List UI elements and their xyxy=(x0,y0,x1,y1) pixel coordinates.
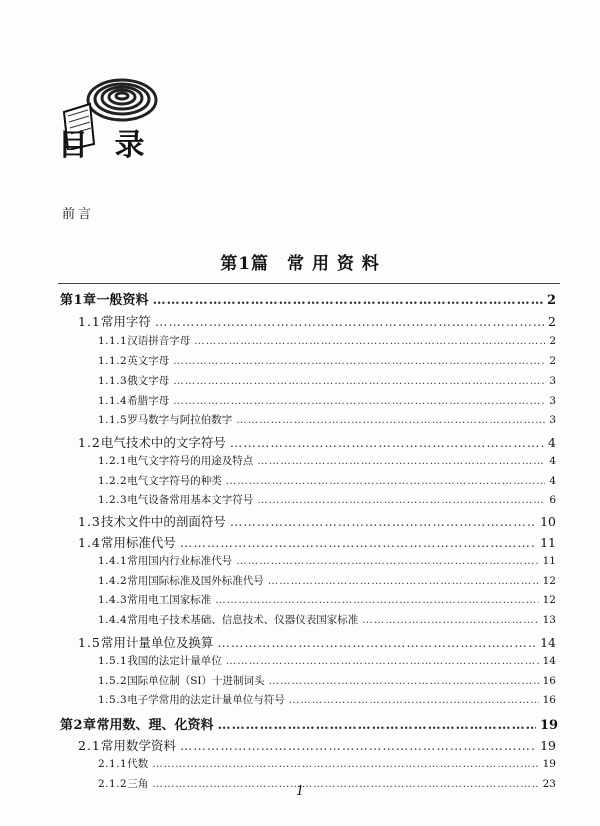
toc-entry-page: 6 xyxy=(549,494,556,506)
toc-entry-title: 常用字符 xyxy=(100,314,151,329)
toc-entry-number: 1.4.4 xyxy=(98,614,128,626)
toc-leader-dots xyxy=(230,435,544,450)
toc-entry-page: 2 xyxy=(549,355,556,367)
toc-entry-row xyxy=(98,492,556,507)
toc-entry-number: 1.4.3 xyxy=(98,594,128,606)
toc-entry-row xyxy=(78,433,556,451)
toc-entry-number: 2.1 xyxy=(78,738,101,753)
toc-entry[interactable] xyxy=(0,393,600,411)
toc-leader-dots xyxy=(289,694,539,706)
toc-entry[interactable] xyxy=(0,714,600,732)
toc-entry-page: 3 xyxy=(549,414,556,426)
toc-entry-title: 电子学常用的法定计量单位与符号 xyxy=(127,694,285,706)
toc-entry-page: 19 xyxy=(540,718,559,733)
toc-entry-title: 常用电工国家标准 xyxy=(127,594,212,606)
toc-entry[interactable] xyxy=(0,312,600,330)
toc-leader-dots xyxy=(236,555,538,567)
toc-entry-row xyxy=(98,373,556,388)
toc-entry-page: 12 xyxy=(542,575,556,587)
toc-entry-row xyxy=(98,653,556,668)
toc-entry-page: 2 xyxy=(549,335,556,347)
toc-entry-title: 常用国际标准及国外标准代号 xyxy=(127,575,264,587)
toc-entry-title: 电气设备常用基本文字符号 xyxy=(127,494,254,506)
toc-entry-title: 常用计量单位及换算 xyxy=(100,635,214,650)
page-number: 1 xyxy=(295,784,305,799)
toc-entry-row xyxy=(60,714,559,733)
toc-entry-number: 1.5.2 xyxy=(98,675,128,687)
toc-entry[interactable] xyxy=(0,756,600,774)
toc-entry-row xyxy=(98,333,556,348)
toc-entry-number: 1.5 xyxy=(78,635,101,650)
toc-entry-page: 19 xyxy=(540,738,556,753)
toc-entry-number: 2.1.2 xyxy=(98,778,128,790)
toc-entry-page: 2 xyxy=(546,293,556,308)
preface-entry[interactable]: 前言 xyxy=(62,207,95,222)
toc-leader-dots xyxy=(362,614,538,626)
toc-entry-title: 我国的法定计量单位 xyxy=(127,655,222,667)
toc-entry-page: 23 xyxy=(542,778,556,790)
toc-entry-row xyxy=(98,692,556,707)
toc-entry-title: 技术文件中的剖面符号 xyxy=(100,514,226,529)
toc-entry-page: 4 xyxy=(548,435,556,450)
toc-entry-row xyxy=(78,736,556,754)
toc-leader-dots xyxy=(257,494,545,506)
toc-entry-page: 2 xyxy=(548,314,556,329)
toc-entry[interactable] xyxy=(0,673,600,691)
toc-entry-title: 常用数、理、化资料 xyxy=(96,718,214,733)
toc-entry-title: 常用标准代号 xyxy=(100,535,176,550)
toc-entry-number: 1.2 xyxy=(78,435,101,450)
toc-entry[interactable] xyxy=(0,612,600,630)
toc-leader-dots xyxy=(194,335,545,347)
toc-entry-title: 汉语拼音字母 xyxy=(127,335,191,347)
toc-leader-dots xyxy=(152,758,538,770)
toc-leader-dots xyxy=(217,635,536,650)
toc-entry-page: 3 xyxy=(549,395,556,407)
toc-entry-number: 1.3 xyxy=(78,514,101,529)
toc-entry-page: 11 xyxy=(540,535,556,550)
toc-leader-dots xyxy=(180,535,536,550)
toc-entry-number: 1.1.3 xyxy=(98,375,128,387)
toc-entry-page: 3 xyxy=(549,375,556,387)
toc-entry-page: 16 xyxy=(542,694,556,706)
toc-entry-number: 第1章 xyxy=(60,293,97,308)
toc-entry-row xyxy=(98,756,556,771)
toc-entry[interactable] xyxy=(0,473,600,491)
toc-entry-number: 1.2.1 xyxy=(98,455,128,467)
toc-entry-title: 电气文字符号的用途及特点 xyxy=(127,455,254,467)
toc-entry-number: 1.4 xyxy=(78,535,101,550)
toc-entry-number: 1.2.3 xyxy=(98,494,128,506)
toc-leader-dots xyxy=(155,314,544,329)
toc-entry[interactable] xyxy=(0,592,600,610)
toc-entry[interactable] xyxy=(0,412,600,430)
toc-leader-dots xyxy=(173,375,545,387)
toc-entry-row xyxy=(98,393,556,408)
toc-entry-title: 电气文字符号的种类 xyxy=(127,475,222,487)
toc-entry-row xyxy=(78,633,556,651)
toc-entry-row xyxy=(60,289,556,308)
toc-entry[interactable] xyxy=(0,453,600,471)
toc-leader-dots xyxy=(173,395,545,407)
toc-entry-row xyxy=(78,512,556,530)
toc-entry-page: 16 xyxy=(542,675,556,687)
toc-leader-dots xyxy=(173,355,545,367)
toc-entry-row xyxy=(98,573,556,588)
toc-entry-page: 19 xyxy=(542,758,556,770)
toc-entry[interactable] xyxy=(0,692,600,710)
toc-entry-row xyxy=(98,353,556,368)
toc-leader-dots xyxy=(257,455,545,467)
contents-title: 目 录 xyxy=(58,128,153,163)
toc-entry-number: 第2章 xyxy=(60,718,97,733)
toc-entry-row xyxy=(98,453,556,468)
toc-leader-dots xyxy=(268,575,539,587)
toc-entry[interactable] xyxy=(0,353,600,371)
toc-entry-title: 常用电子技术基础、信息技术、仪器仪表国家标准 xyxy=(127,614,359,626)
toc-entry-page: 10 xyxy=(540,514,556,529)
toc-leader-dots xyxy=(226,655,539,667)
toc-entry-number: 1.1 xyxy=(78,314,101,329)
toc-leader-dots xyxy=(236,414,545,426)
toc-entry[interactable] xyxy=(0,533,600,551)
toc-entry-title: 三角 xyxy=(127,778,149,790)
toc-entry[interactable] xyxy=(0,433,600,451)
toc-entry-page: 12 xyxy=(542,594,556,606)
toc-entry-number: 1.2.2 xyxy=(98,475,128,487)
toc-entry-row xyxy=(78,533,556,551)
toc-entry-row xyxy=(98,412,556,427)
toc-entry-page: 13 xyxy=(542,614,556,626)
toc-entry[interactable] xyxy=(0,512,600,530)
toc-entry[interactable] xyxy=(0,653,600,671)
toc-entry[interactable] xyxy=(0,553,600,571)
toc-entry[interactable] xyxy=(0,373,600,391)
toc-entry-row xyxy=(98,612,556,627)
toc-entry[interactable] xyxy=(0,633,600,651)
toc-entry-number: 1.1.1 xyxy=(98,335,128,347)
toc-entry-page: 14 xyxy=(540,635,556,650)
toc-entry-number: 1.5.3 xyxy=(98,694,128,706)
toc-entry-row xyxy=(98,473,556,488)
toc-leader-dots xyxy=(230,514,536,529)
toc-entry-title: 希腊字母 xyxy=(127,395,170,407)
toc-entry-title: 代数 xyxy=(127,758,149,770)
toc-entry-number: 1.5.1 xyxy=(98,655,128,667)
toc-entry-page: 11 xyxy=(542,555,556,567)
toc-entry-title: 常用国内行业标准代号 xyxy=(127,555,233,567)
toc-leader-dots xyxy=(180,738,536,753)
part-title: 第1篇 常 用 资 料 xyxy=(220,254,380,274)
toc-entry-number: 2.1.1 xyxy=(98,758,128,770)
toc-entry[interactable] xyxy=(0,573,600,591)
toc-entry-row xyxy=(98,592,556,607)
divider xyxy=(58,283,560,284)
toc-entry-page: 4 xyxy=(549,455,556,467)
toc-entry-title: 一般资料 xyxy=(96,293,149,308)
toc-entry-row xyxy=(78,312,556,330)
toc-leader-dots xyxy=(153,293,543,308)
toc-entry-number: 1.4.1 xyxy=(98,555,128,567)
toc-entry-row xyxy=(98,673,556,688)
toc-leader-dots xyxy=(215,594,538,606)
toc-entry-title: 国际单位制（SI）十进制词头 xyxy=(127,675,265,687)
toc-entry-title: 常用数学资料 xyxy=(100,738,176,753)
toc-entry-page: 14 xyxy=(542,655,556,667)
toc-entry-row xyxy=(98,553,556,568)
toc-entry-title: 英文字母 xyxy=(127,355,170,367)
toc-entry-number: 1.1.4 xyxy=(98,395,128,407)
toc-entry-title: 俄文字母 xyxy=(127,375,170,387)
toc-entry-title: 电气技术中的文字符号 xyxy=(100,435,226,450)
toc-leader-dots xyxy=(226,475,546,487)
toc-entry[interactable] xyxy=(0,289,600,307)
toc-entry[interactable] xyxy=(0,333,600,351)
toc-entry-number: 1.1.5 xyxy=(98,414,128,426)
toc-entry-page: 4 xyxy=(549,475,556,487)
toc-leader-dots xyxy=(269,675,539,687)
toc-entry-number: 1.4.2 xyxy=(98,575,128,587)
toc-leader-dots xyxy=(218,718,536,733)
toc-entry-title: 罗马数字与阿拉伯数字 xyxy=(127,414,233,426)
toc-entry[interactable] xyxy=(0,736,600,754)
toc-entry[interactable] xyxy=(0,492,600,510)
toc-entry-number: 1.1.2 xyxy=(98,355,128,367)
